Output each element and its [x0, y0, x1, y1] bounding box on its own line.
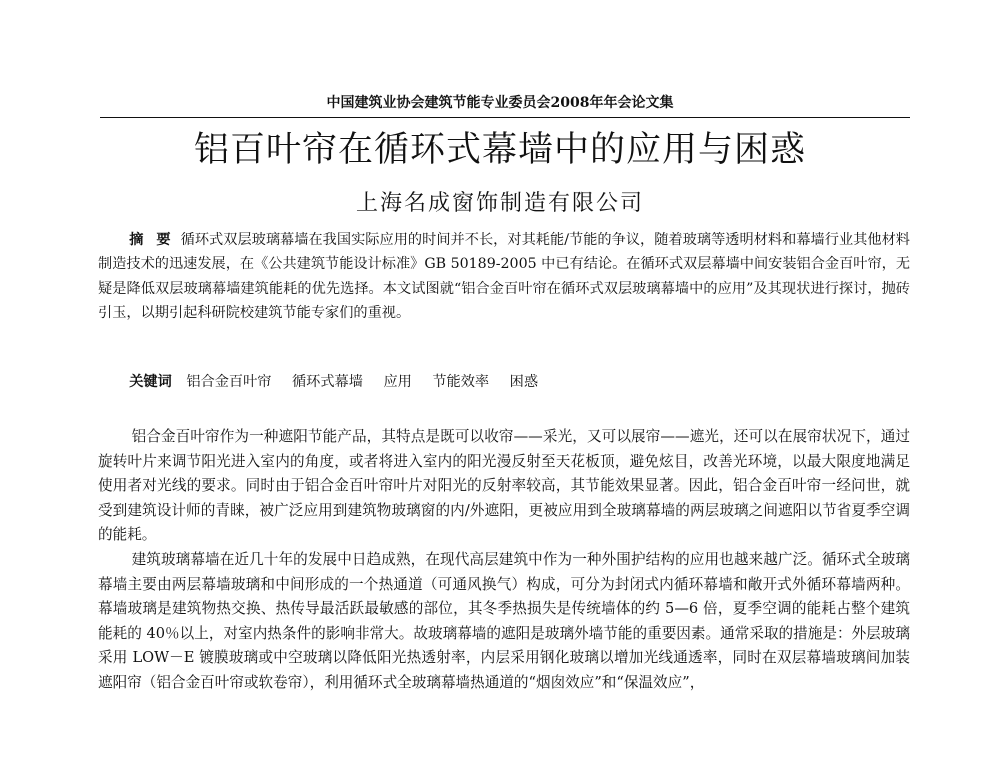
keyword: 循环式幕墙 — [291, 374, 363, 390]
abstract-label: 摘 要 — [129, 232, 175, 248]
keyword: 困惑 — [509, 374, 539, 390]
paper-title: 铝百叶帘在循环式幕墙中的应用与困惑 — [193, 130, 806, 170]
abstract — [98, 228, 910, 325]
keywords-label: 关键词 — [129, 374, 172, 390]
keyword: 节能效率 — [432, 374, 490, 390]
keyword: 铝合金百叶帘 — [186, 374, 272, 390]
running-header: 中国建筑业协会建筑节能专业委员会2008年年会论文集 — [326, 95, 674, 111]
body-paragraph: 铝合金百叶帘作为一种遮阳节能产品，其特点是既可以收帘——采光，又可以展帘——遮光，还可以在展帘状况下，通过旋转叶片来调节阳光进入室内的角度，或者将进入室内的阳光漫反射至天花板顶，避免炫目，改善光环境，以最大限度地满足使用者对光线的要求。同时由于铝合金百叶帘叶片对阳光的反射率较高，其节能效果显著。因此，铝合金百叶帘一经问世，就受到建筑设计师的青睐，被广泛应用到建筑物玻璃窗的内/外遮阳，更被应用到全玻璃幕墙的两层玻璃之间遮阳以节省夏季空调的能耗。 — [98, 428, 910, 544]
author-affiliation: 上海名成窗饰制造有限公司 — [355, 191, 644, 216]
body-paragraph: 建筑玻璃幕墙在近几十年的发展中日趋成熟，在现代高层建筑中作为一种外围护结构的应用也越来越广泛。循环式全玻璃幕墙主要由两层幕墙玻璃和中间形成的一个热通道（可通风换气）构成，可分为封闭式内循环幕墙和敞开式外循环幕墙两种。幕墙玻璃是建筑物热交换、热传导最活跃最敏感的部位，其冬季热损失是传统墙体的约 5—6 倍，夏季空调的能耗占整个建筑能耗的 40％以上，对室内热条件的影响非常大。故玻璃幕墙的遮阳是玻璃外墙节能的重要因素。通常采取的措施是：外层玻璃采用 LOW－E 镀膜玻璃或中空玻璃以降低阳光热透射率，内层采用钢化玻璃以增加光线通透率，同时在双层幕墙玻璃间加装遮阳帘（铝合金百叶帘或软卷帘），利用循环式全玻璃幕墙热通道的“烟囱效应”和“保温效应”， — [98, 550, 910, 691]
header-rule — [100, 117, 910, 118]
abstract-text: 循环式双层玻璃幕墙在我国实际应用的时间并不长，对其耗能/节能的争议，随着玻璃等透明材料和幕墙行业其他材料制造技术的迅速发展，在《公共建筑节能设计标准》GB 50189-2005 中已有结论。在循环式双层幕墙中间安装铝合金百叶帘，无疑是降低双层玻璃幕墙建筑能耗的优先选择。本文试图就“铝合金百叶帘在循环式双层玻璃幕墙中的应用”及其现状进行探讨，抛砖引玉，以期引起科研院校建筑节能专家们的重视。 — [98, 232, 911, 321]
body-text — [98, 425, 910, 696]
keyword: 应用 — [383, 374, 412, 390]
keywords — [98, 370, 910, 394]
